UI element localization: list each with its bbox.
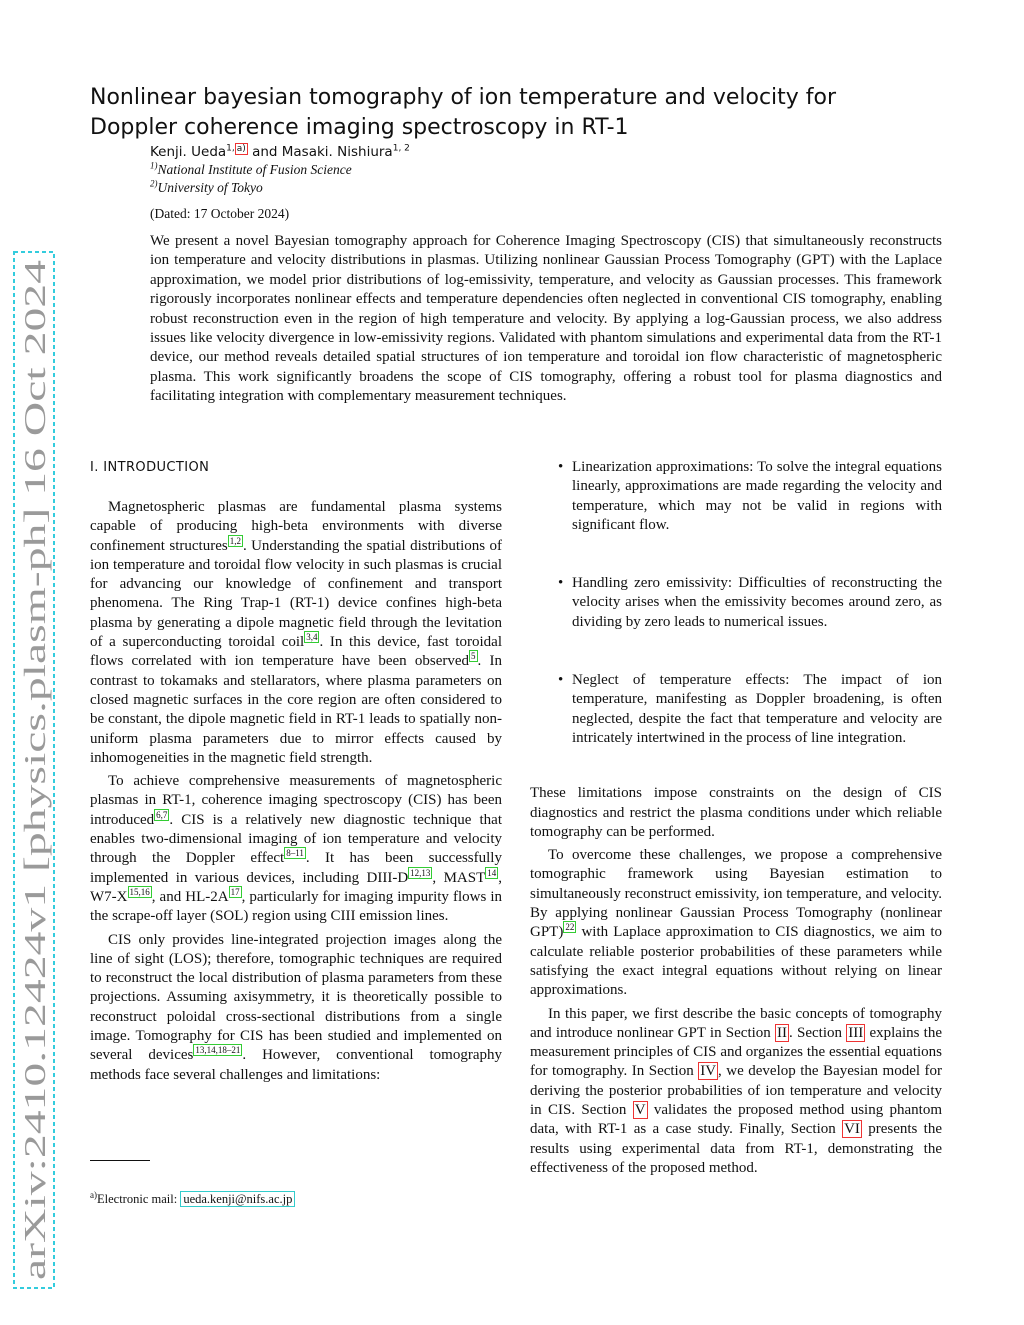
affiliation-2-mark: 2) [150,178,158,189]
abstract: We present a novel Bayesian tomography approach for Coherence Imaging Spectroscopy (CIS) that simultaneously reconstructs ion temperature and velocity distributions in plasmas. Utilizing nonlinear Gaussian Process Tomography (GPT) with the Laplace approximation, we model prior distributions of log-emissivity, temperature, and velocity as Gaussian processes. This framework rigorously incorporates nonlinear effects and temperature dependencies often neglected in conventional CIS tomography, enabling robust reconstruction even in the region of high temperature and velocity. By applying a log-Gaussian process, we also address issues like velocity divergence in low-emissivity regions. Validated with phantom simulations and experimental data from the RT-1 device, our method reveals detailed spatial structures of ion temperature and toroidal ion flow characteristic of magnetospheric plasma. This work significantly broadens the scope of CIS tomography, offering a robust tool for plasma diagnostics and facilitating integration with complementary measurement techniques. [150,233,942,405]
footnote-label: Electronic mail: [97,1192,181,1206]
bullet-text: Linearization approximations: To solve the integral equations linearly, approximations are made regarding the velocity and temperature, which may not be valid in regions with significant flow. [572,459,942,533]
section-link[interactable]: IV [700,1063,717,1080]
citation-link[interactable]: 17 [230,886,240,897]
date-line: (Dated: 17 October 2024) [150,206,290,221]
section-link[interactable]: VI [844,1121,860,1138]
bullet-item [530,671,942,748]
affiliation-2 [150,180,263,196]
intro-paragraph-2: To achieve comprehensive measurements of magnetospheric plasmas in RT-1, coherence imaging spectroscopy (CIS) has been introduced $^{6,7}$ . CIS is a relatively new diagnostic technique that enables two-dimensional imaging of ion temperature and velocity through the Doppler effect $^{8-11}$ . It has been successfully implemented in various devices, including DIII-D $^{12,13}$ , MAST $^{14}$ , W7-X $^{15,16}$ , and HL-2A $^{17}$ , particularly for imaging impurity flows in the scrape-off layer (SOL) region using CIII emission lines. [90,773,502,925]
footnote-divider [90,1160,150,1161]
title-line-1: Nonlinear bayesian tomography of ion temperature and velocity for [90,85,837,110]
affiliation-1-mark: 1) [150,160,158,171]
footnote [90,1189,295,1207]
footnote-mark: a) [90,1189,97,1200]
bullet-marker: • [558,672,564,689]
citation-link[interactable]: 15,16 [129,886,150,897]
affiliation-2-name: University of Tokyo [157,180,263,195]
section-link[interactable]: V [634,1102,646,1119]
citation-link[interactable]: 5 [471,651,476,662]
email-link[interactable]: ueda.kenji@nifs.ac.jp [180,1191,295,1207]
limitations-paragraph: These limitations impose constraints on the design of CIS diagnostics and restrict the plasma conditions under which reliable tomography can be performed. [530,785,942,840]
paper-title [90,83,970,143]
arxiv-stamp [12,250,56,1290]
proposal-paragraph: To overcome these challenges, we propose a comprehensive tomographic framework using Bayesian estimation to simultaneously reconstruct emissivity, ion temperature, and velocity. By applying nonlinear Gaussian Process Tomography (nonlinear GPT) $^{22}$ with Laplace approximation to CIS diagnostics, we aim to calculate reliable posterior probabilities of these parameters while satisfying the exact integral equations without relying on linear approximations. [530,847,942,999]
bullet-text: Neglect of temperature effects: The impact of ion temperature, manifesting as Doppler broadening, is often neglected, despite the fact that temperature and velocity are intricately intertwined in the process of line integration. [572,672,942,746]
citation-link[interactable]: 3,4 [306,632,318,643]
affiliation-1 [150,162,352,178]
citation-link[interactable]: 12,13 [410,867,431,878]
outline-paragraph: In this paper, we first describe the basic concepts of tomography and introduce nonlinear GPT in Section II . Section III explains the measurement principles of CIS and organizes the essential equations for tomography. In Section IV , we develop the Bayesian model for deriving the posterior probabilities of ion temperature and velocity in CIS. Section V validates the proposed method using phantom data, with RT-1 as a case study. Finally, Section VI presents the results using experimental data from RT-1, demonstrating the effectiveness of the proposed method. [530,1005,943,1176]
citation-link[interactable]: 14 [487,867,497,878]
citation-link[interactable]: 8–11 [286,848,304,859]
bullet-marker: • [558,575,564,592]
author-2-affil: 1, 2 [392,143,410,154]
arxiv-stamp-text: arXiv:2410.12424v1 [physics.plasm-ph] 16 Oct 2024 [17,617,52,1280]
section-heading-introduction: I. INTRODUCTION [90,460,210,475]
affiliation-1-name: National Institute of Fusion Science [157,162,352,177]
bullet-item [530,458,942,535]
section-link[interactable]: III [848,1024,864,1041]
citation-link[interactable]: 1,2 [229,535,241,546]
author-1-affil: 1, [226,143,235,154]
author-list [150,143,410,161]
intro-paragraph-3: CIS only provides line-integrated projection images along the line of sight (LOS); therefore, tomographic techniques are required to reconstruct the local distribution of plasma parameters from these projections. Assuming axisymmetry, it is theoretically possible to reconstruct poloidal cross-sectional distributions from a single image. Tomography for CIS has been studied and implemented on several devices $^{13,14,18-21}$ . However, conventional tomography methods face several challenges and limitations: [90,931,503,1083]
section-link[interactable]: II [777,1024,788,1041]
left-column [90,458,502,1089]
bullet-text: Handling zero emissivity: Difficulties of reconstructing the velocity arises when the emissivity becomes around zero, as dividing by zero leads to numerical issues. [572,575,942,630]
title-line-2: Doppler coherence imaging spectroscopy in RT-1 [90,115,629,140]
citation-link[interactable]: 13,14,18–21 [195,1045,241,1056]
intro-paragraph-1: Magnetospheric plasmas are fundamental plasma systems capable of producing high-beta environments with diverse confinement structures $^{1,2}$ . Understanding the spatial distributions of ion temperature and toroidal flow velocity in such plasmas is crucial for advancing our knowledge of confinement and transport phenomena. The Ring Trap-1 (RT-1) device confines high-beta plasma by generating a dipole magnetic field through the levitation of a superconducting toroidal coil $^{3,4}$ . In this device, fast toroidal flows correlated with ion temperature have been observed $^5$ . In contrast to tokamaks and stellarators, where plasma parameters on closed magnetic surfaces in the core region are often considered to be constant, the dipole magnetic field in RT-1 leads to spatially non-uniform plasma parameters due to mirror effects caused by inhomogeneities in the magnetic field strength. [90,499,502,766]
author-1-note-link[interactable]: a) [236,143,246,154]
bullet-item [530,574,942,632]
citation-link[interactable]: 22 [565,922,575,933]
author-connector: and Masaki. Nishiura [247,144,393,160]
author-1: Kenji. Ueda [150,144,227,160]
citation-link[interactable]: 6,7 [156,809,168,820]
right-column [530,458,942,1182]
bullet-marker: • [558,459,564,475]
